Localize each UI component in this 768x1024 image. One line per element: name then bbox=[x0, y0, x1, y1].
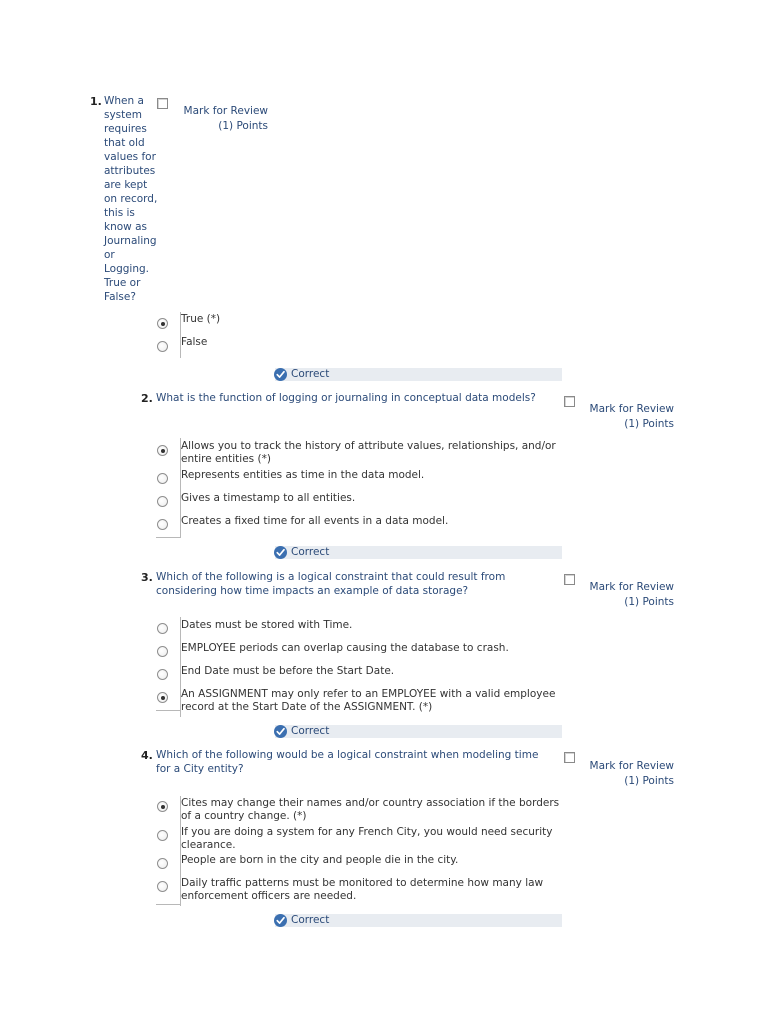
mark-for-review-block bbox=[574, 402, 674, 432]
answer-radio[interactable] bbox=[157, 445, 168, 456]
answer-text: An ASSIGNMENT may only refer to an EMPLOYEE with a valid employee record at the Start Date of the ASSIGNMENT. (*) bbox=[181, 688, 556, 713]
answer-text: EMPLOYEE periods can overlap causing the database to crash. bbox=[181, 642, 509, 654]
checkmark-icon bbox=[274, 914, 287, 927]
points-label: (1) Points bbox=[218, 120, 268, 132]
question-text: What is the function of logging or journaling in conceptual data models? bbox=[156, 392, 536, 404]
mark-for-review-label[interactable]: Mark for Review bbox=[183, 105, 268, 117]
mark-for-review-label[interactable]: Mark for Review bbox=[589, 403, 674, 415]
result-label: Correct bbox=[291, 546, 330, 558]
answer-radio[interactable] bbox=[157, 881, 168, 892]
points-label: (1) Points bbox=[624, 775, 674, 787]
mark-for-review-block bbox=[574, 759, 674, 789]
checkmark-icon bbox=[274, 546, 287, 559]
mark-for-review-label[interactable]: Mark for Review bbox=[589, 760, 674, 772]
answer-text: People are born in the city and people die in the city. bbox=[181, 854, 459, 866]
answer-text: Represents entities as time in the data model. bbox=[181, 469, 425, 481]
answer-text: Creates a fixed time for all events in a data model. bbox=[181, 515, 449, 527]
answer-text: Cites may change their names and/or country association if the borders of a country change. (*) bbox=[181, 797, 560, 822]
checkmark-icon bbox=[274, 368, 287, 381]
answer-text: Allows you to track the history of attribute values, relationships, and/or entire entities (*) bbox=[181, 440, 556, 465]
answer-underline bbox=[156, 537, 181, 538]
answer-radio[interactable] bbox=[157, 519, 168, 530]
result-label: Correct bbox=[291, 914, 330, 926]
question-number: 4. bbox=[141, 749, 153, 762]
answer-radio[interactable] bbox=[157, 669, 168, 680]
answer-text: If you are doing a system for any French City, you would need security clearance. bbox=[181, 826, 553, 851]
question-text: Which of the following is a logical constraint that could result from considering how time impacts an example of data storage? bbox=[156, 571, 506, 597]
answer-radio[interactable] bbox=[157, 801, 168, 812]
radio-selected-dot bbox=[161, 805, 165, 809]
answer-text: Daily traffic patterns must be monitored to determine how many law enforcement officers are needed. bbox=[181, 877, 544, 902]
radio-selected-dot bbox=[161, 322, 165, 326]
question-number: 2. bbox=[141, 392, 153, 405]
answer-radio[interactable] bbox=[157, 858, 168, 869]
question-text: When a system requires that old values for attributes are kept on record, this is know as Journaling or Logging. True or False? bbox=[104, 95, 158, 303]
result-label: Correct bbox=[291, 368, 330, 380]
radio-selected-dot bbox=[161, 449, 165, 453]
answer-radio[interactable] bbox=[157, 318, 168, 329]
mark-for-review-block bbox=[574, 580, 674, 610]
answer-radio[interactable] bbox=[157, 830, 168, 841]
answer-radio[interactable] bbox=[157, 341, 168, 352]
answer-radio[interactable] bbox=[157, 473, 168, 484]
answer-text: Dates must be stored with Time. bbox=[181, 619, 353, 631]
points-label: (1) Points bbox=[624, 418, 674, 430]
question-number: 1. bbox=[90, 95, 102, 108]
points-label: (1) Points bbox=[624, 596, 674, 608]
answer-text: False bbox=[181, 336, 208, 348]
answer-radio[interactable] bbox=[157, 692, 168, 703]
question-text: Which of the following would be a logical constraint when modeling time for a City entity? bbox=[156, 749, 539, 775]
answer-radio[interactable] bbox=[157, 646, 168, 657]
answer-text: End Date must be before the Start Date. bbox=[181, 665, 395, 677]
answer-text: True (*) bbox=[181, 313, 221, 325]
answer-radio[interactable] bbox=[157, 496, 168, 507]
answer-underline bbox=[156, 710, 181, 711]
question-number: 3. bbox=[141, 571, 153, 584]
answer-text: Gives a timestamp to all entities. bbox=[181, 492, 356, 504]
mark-for-review-label[interactable]: Mark for Review bbox=[589, 581, 674, 593]
mark-for-review-checkbox[interactable] bbox=[157, 98, 168, 109]
mark-for-review-block bbox=[168, 104, 268, 134]
result-label: Correct bbox=[291, 725, 330, 737]
checkmark-icon bbox=[274, 725, 287, 738]
answer-underline bbox=[156, 904, 181, 905]
answer-radio[interactable] bbox=[157, 623, 168, 634]
radio-selected-dot bbox=[161, 696, 165, 700]
